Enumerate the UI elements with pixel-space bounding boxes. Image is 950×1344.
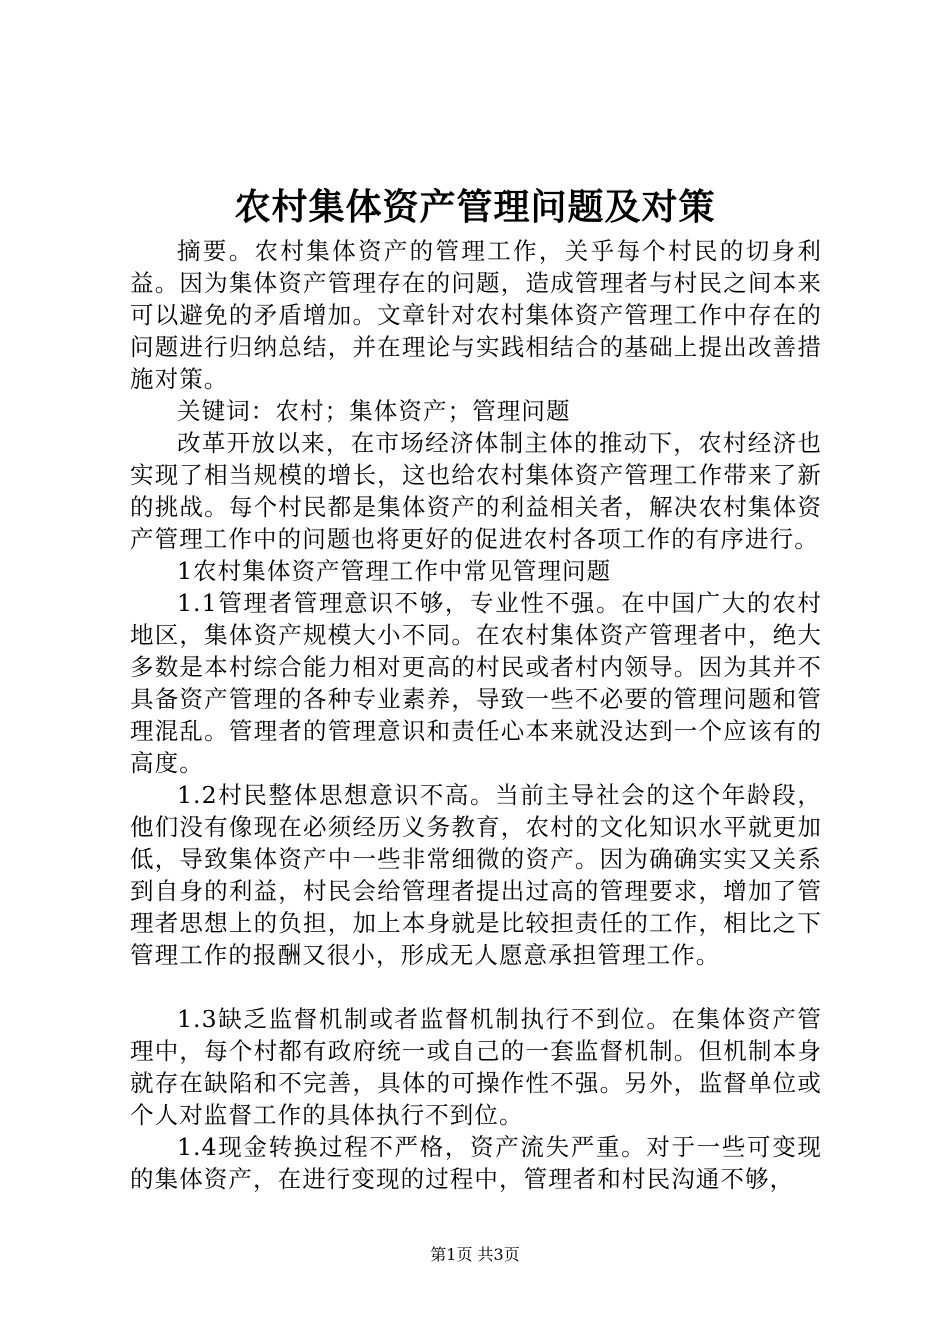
document-title: 农村集体资产管理问题及对策 <box>234 187 716 228</box>
keywords-paragraph: 关键词：农村；集体资产；管理问题 <box>177 397 571 425</box>
page-footer: 第1页 共3页 <box>430 1245 520 1264</box>
subsection-1-1-paragraph: 1.1管理者管理意识不够，专业性不强。在中国广大的农村地区，集体资产规模大小不同。在农村集体资产管理者中，绝大多数是本村综合能力相对更高的村民或者村内领导。因为其并不具备资产管理的各种专业素养，导致一些不必要的管理问题和管理混乱。管理者的管理意识和责任心本来就没达到一个应该有的高度。 <box>130 589 822 777</box>
section-heading: 1农村集体资产管理工作中常见管理问题 <box>177 557 612 585</box>
intro-paragraph: 改革开放以来，在市场经济体制主体的推动下，农村经济也实现了相当规模的增长，这也给农村集体资产管理工作带来了新的挑战。每个村民都是集体资产的利益相关者，解决农村集体资产管理工作中的问题也将更好的促进农村各项工作的有序进行。 <box>130 429 822 553</box>
subsection-1-3-paragraph: 1.3缺乏监督机制或者监督机制执行不到位。在集体资产管理中，每个村都有政府统一或自己的一套监督机制。但机制本身就存在缺陷和不完善，具体的可操作性不强。另外，监督单位或个人对监督工作的具体执行不到位。 <box>130 1005 822 1129</box>
subsection-1-4-paragraph: 1.4现金转换过程不严格，资产流失严重。对于一些可变现的集体资产，在进行变现的过程中，管理者和村民沟通不够， <box>130 1133 822 1193</box>
subsection-1-2-paragraph: 1.2村民整体思想意识不高。当前主导社会的这个年龄段，他们没有像现在必须经历义务教育，农村的文化知识水平就更加低，导致集体资产中一些非常细微的资产。因为确确实实又关系到自身的利益，村民会给管理者提出过高的管理要求，增加了管理者思想上的负担，加上本身就是比较担责任的工作，相比之下管理工作的报酬又很小，形成无人愿意承担管理工作。 <box>130 781 822 969</box>
document-body <box>130 235 822 1195</box>
abstract-paragraph: 摘要。农村集体资产的管理工作，关乎每个村民的切身利益。因为集体资产管理存在的问题，造成管理者与村民之间本来可以避免的矛盾增加。文章针对农村集体资产管理工作中存在的问题进行归纳总结，并在理论与实践相结合的基础上提出改善措施对策。 <box>130 237 822 393</box>
